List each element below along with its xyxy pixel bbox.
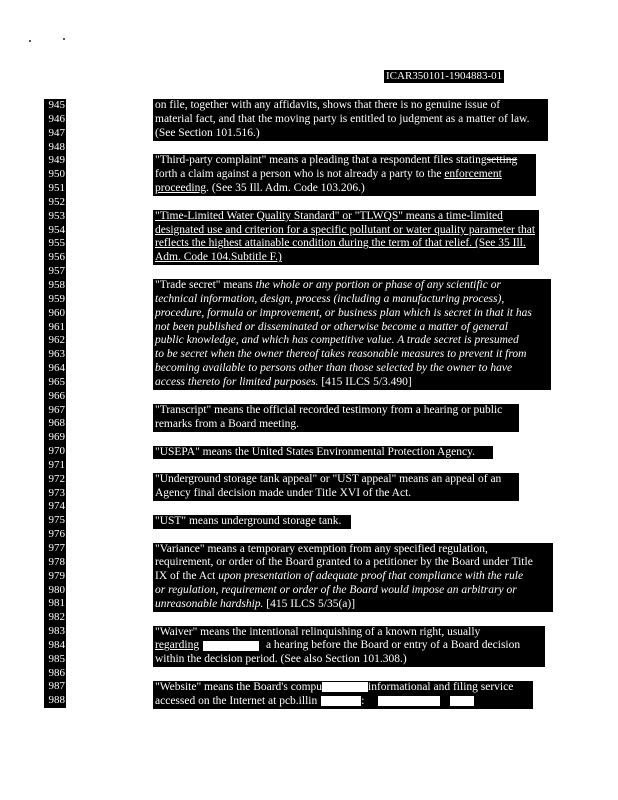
underlined-text: proceeding: [155, 182, 207, 195]
line-number: 978: [44, 556, 66, 570]
line-number: 946: [44, 113, 66, 127]
text-line: Adm. Code 104.Subtitle F.): [155, 251, 282, 264]
line-number: 957: [44, 265, 66, 279]
line-number: 968: [44, 417, 66, 431]
text-line: [153, 570, 553, 584]
text-line: to be secret when the owner thereof takes reasonable measures to prevent it from: [155, 348, 527, 361]
line-number: 955: [44, 237, 66, 251]
text-run: [415 ILCS 5/3.490]: [318, 375, 412, 388]
text-line: [153, 126, 260, 141]
line-number: 976: [44, 528, 66, 542]
document-code: ICAR350101-1904883-01: [386, 70, 503, 82]
italic-text: the whole or any portion or phase of any scientific or: [255, 279, 501, 291]
line-number: 949: [44, 154, 66, 168]
struck-text: setting: [486, 154, 518, 167]
line-number: 958: [44, 279, 66, 293]
text-run: :: [361, 694, 365, 707]
line-number: 948: [44, 141, 66, 155]
redaction-mark: [321, 696, 361, 706]
line-number: 988: [44, 694, 66, 708]
text-run: . (See 35 Ill. Adm. Code 103.206.): [206, 182, 365, 195]
text-line: [153, 598, 373, 612]
scan-speck: [29, 40, 31, 42]
text-line: public knowledge, and which has competitive value. A trade secret is presumed: [155, 334, 519, 347]
line-number: 953: [44, 210, 66, 224]
line-number: 983: [44, 625, 66, 639]
line-number: 980: [44, 584, 66, 598]
text-run: informational and filing service: [368, 681, 514, 693]
redaction-mark: [322, 682, 368, 692]
definition-block-third-party-complaint: [153, 154, 536, 196]
text-run: accessed on the Internet at pcb.illin: [155, 694, 318, 707]
text-line: "Waiver" means the intentional relinquishing of a known right, usually: [155, 625, 481, 638]
text-run: that: [514, 223, 536, 236]
text-line: on file, together with any affidavits, shows that there is no genuine issue of: [155, 99, 501, 111]
definition-block-usepa: [153, 446, 493, 460]
line-number: 961: [44, 321, 66, 335]
text-line: procedure, formula or improvement, or business plan which is secret in that it has: [155, 306, 532, 319]
scan-speck: [63, 38, 65, 40]
line-number: 986: [44, 667, 66, 681]
line-number: 956: [44, 251, 66, 265]
text-line: [153, 154, 536, 168]
underlined-text: enforcement: [444, 168, 502, 181]
line-number: 966: [44, 390, 66, 404]
text-line: remarks from a Board meeting.: [155, 417, 300, 430]
text-line: [153, 681, 533, 695]
text-run: designated use and criterion for a specific pollutant: [155, 223, 394, 236]
definition-block-variance: [153, 543, 553, 612]
text-run: [415 ILCS 5/35(a)]: [263, 597, 356, 610]
text-run: a hearing before the Board or entry of a Board decision: [263, 639, 521, 652]
text-run: "Third-party complaint" means a pleading that a respondent files stating: [155, 154, 487, 167]
text-run: (See Section 101.516.): [155, 126, 260, 139]
definition-block-tlwqs: [153, 210, 539, 265]
definition-block-waiver: [153, 626, 545, 668]
text-line: reflects the highest attainable condition during the term of that relief. (See 35 Ill.: [155, 237, 526, 250]
italic-text: unreasonable hardship.: [155, 597, 264, 610]
text-line: [153, 210, 510, 224]
line-number: 982: [44, 611, 66, 625]
line-number-column: [44, 99, 66, 708]
line-number: 962: [44, 334, 66, 348]
text-line: or regulation, requirement or order of the Board would impose an arbitrary or: [155, 584, 517, 597]
text-line: [153, 376, 431, 390]
text-line: material fact, and that the moving party is entitled to judgment as a matter of law.: [155, 112, 530, 125]
line-number: 970: [44, 445, 66, 459]
redaction-mark: [378, 696, 440, 706]
line-number: 950: [44, 168, 66, 182]
underlined-text: "Time-Limited Water Quality Standard" or "TLWQS" means a time-limited: [155, 209, 503, 222]
redaction-mark: [203, 641, 259, 651]
underlined-text: regarding: [155, 639, 200, 652]
text-line: becoming available to persons other than those selected by the owner to have: [155, 362, 513, 375]
line-number: 979: [44, 570, 66, 584]
text-line: not been published or disseminated or otherwise become a matter of general: [155, 320, 508, 333]
line-number: 965: [44, 376, 66, 390]
line-number: 945: [44, 99, 66, 113]
definition-block-genuine-issue: [153, 99, 548, 141]
line-number: 981: [44, 597, 66, 611]
text-run: "Website" means the Board's compu: [155, 681, 323, 693]
text-line: "Transcript" means the official recorded testimony from a hearing or public: [155, 404, 503, 416]
line-number: 952: [44, 196, 66, 210]
line-number: 967: [44, 404, 66, 418]
text-line: [153, 279, 523, 293]
text-line: requirement, or order of the Board granted to a petitioner by the Board under Title: [155, 556, 533, 569]
definition-block-ust-appeal: [153, 473, 519, 501]
line-number: 977: [44, 542, 66, 556]
line-number: 985: [44, 653, 66, 667]
text-line: [153, 695, 533, 709]
underlined-text: or water quality parameter: [393, 223, 515, 236]
text-line: [153, 639, 545, 653]
text-line: [153, 224, 539, 238]
text-line: "Underground storage tank appeal" or "UST appeal" means an appeal of an: [155, 473, 502, 486]
italic-text: access thereto for limited purposes.: [155, 375, 319, 388]
definition-block-transcript: [153, 404, 519, 432]
line-number: 973: [44, 487, 66, 501]
line-number: 960: [44, 307, 66, 321]
definition-block-ust: [153, 515, 351, 529]
line-number: 987: [44, 680, 66, 694]
text-run: IX of the Act: [155, 570, 219, 583]
line-number: 984: [44, 639, 66, 653]
text-line: within the decision period. (See also Section 101.308.): [155, 653, 407, 666]
line-number: 954: [44, 224, 66, 238]
line-number: 964: [44, 362, 66, 376]
text-line: technical information, design, process (including a manufacturing process),: [155, 292, 505, 305]
line-number: 972: [44, 473, 66, 487]
text-line: "USEPA" means the United States Environmental Protection Agency.: [155, 445, 475, 458]
italic-text: upon presentation of adequate proof that compliance with the rule: [218, 570, 524, 583]
line-number: 959: [44, 293, 66, 307]
definition-block-website: [153, 681, 533, 709]
line-number: 969: [44, 431, 66, 445]
text-line: [153, 182, 380, 196]
definition-block-trade-secret: [153, 279, 551, 390]
line-number: 963: [44, 348, 66, 362]
text-run: "Trade secret" means: [155, 279, 256, 291]
text-line: [153, 168, 536, 182]
line-number: 951: [44, 182, 66, 196]
text-run: forth a claim against a person who is not already a party to the: [155, 168, 445, 181]
line-number: 974: [44, 500, 66, 514]
redaction-mark: [450, 696, 474, 706]
line-number: 947: [44, 127, 66, 141]
line-number: 975: [44, 514, 66, 528]
text-line: "Variance" means a temporary exemption from any specified regulation,: [155, 542, 488, 555]
line-number: 971: [44, 459, 66, 473]
text-line: "UST" means underground storage tank.: [155, 514, 342, 527]
text-line: Agency final decision made under Title XVI of the Act.: [155, 487, 412, 500]
